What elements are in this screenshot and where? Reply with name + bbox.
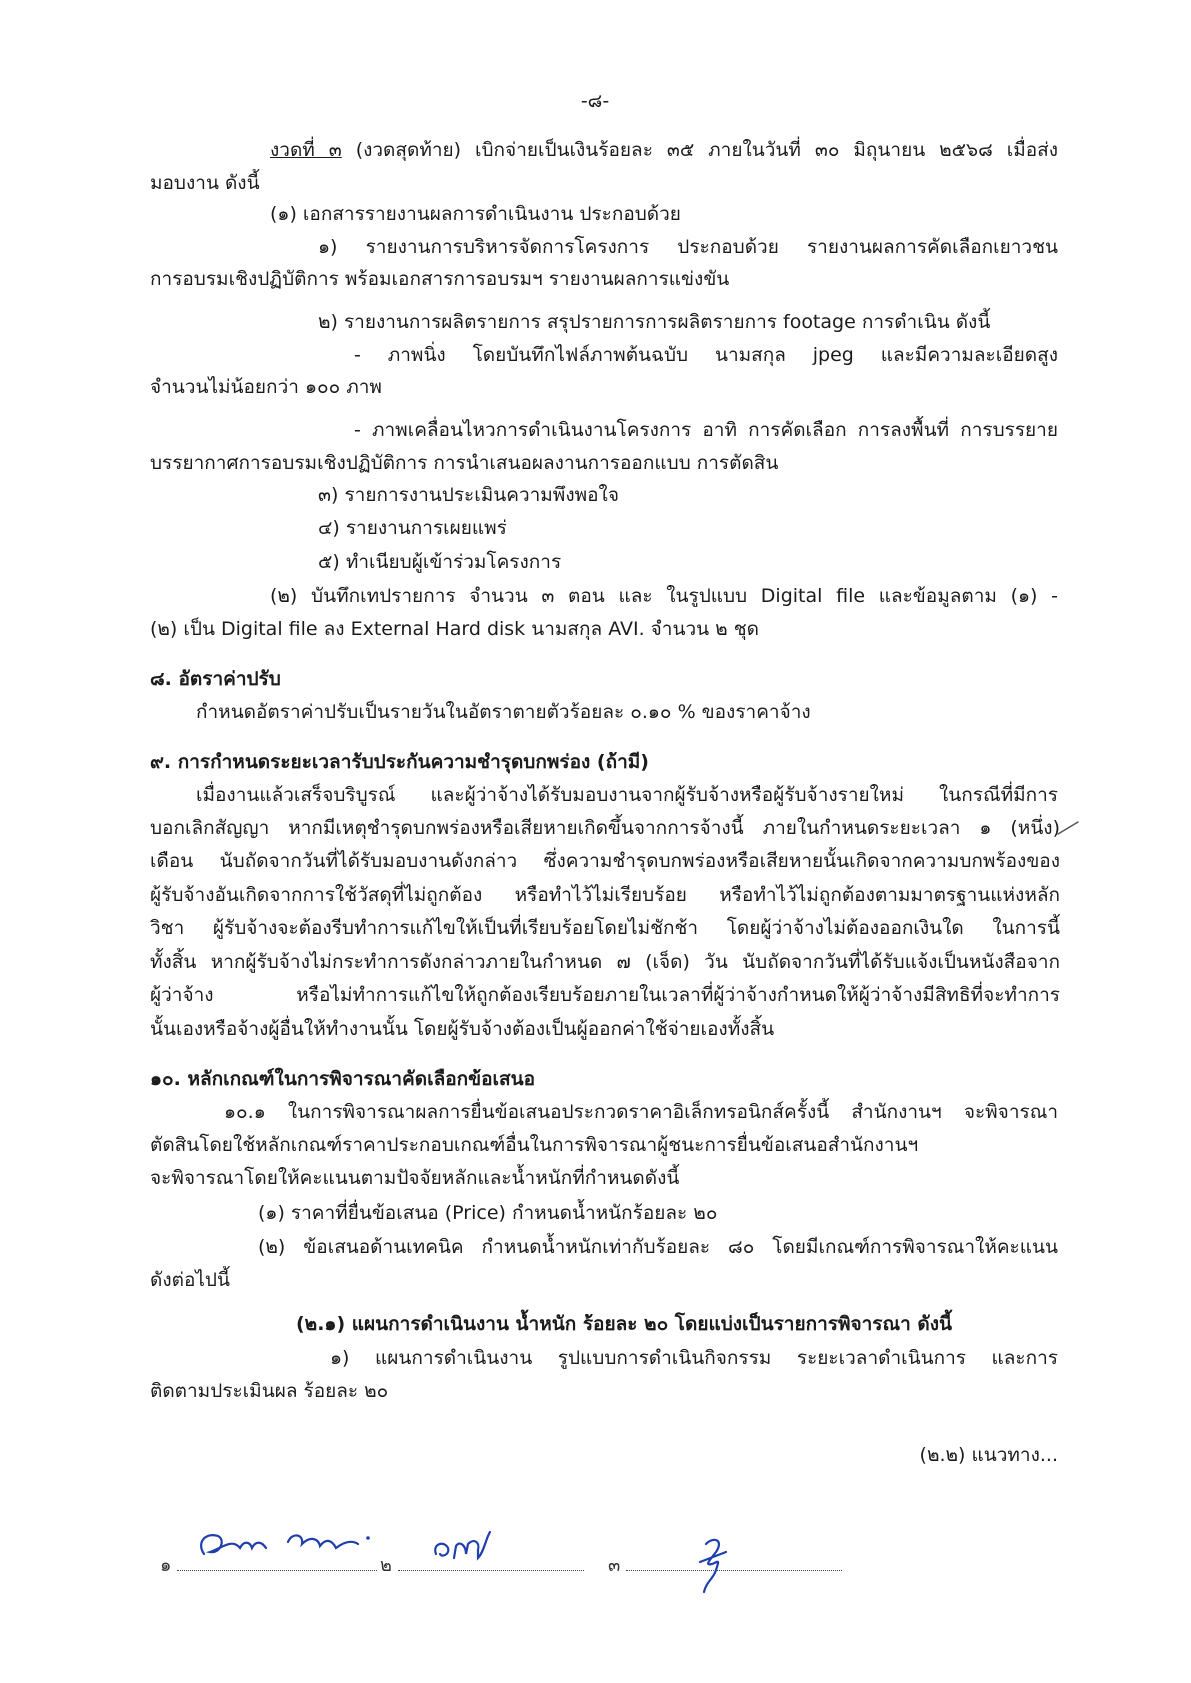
section-9-line: นั้นเองหรือจ้างผู้อื่นให้ทำงานนั้น โดยผู้รับจ้างต้องเป็นผู้ออกค่าใช้จ่ายเองทั้งสิ้น [150,1018,775,1040]
section-9-line: ผู้รับจ้างอันเกิดจากการใช้วัสดุที่ไม่ถูกต้อง หรือทำไว้ไม่เรียบร้อย หรือทำไว้ไม่ถูกต้องตามมาตรฐานแห่งหลัก [150,884,1060,906]
subsection-2-1-item-line-2: ติดตามประเมินผล ร้อยละ ๒๐ [150,1380,389,1402]
signature-stroke [201,1535,358,1554]
still-image-line-1: - ภาพนิ่ง โดยบันทึกไฟล์ภาพต้นฉบับ นามสกุล jpeg และมีความละเอียดสูง [354,344,1058,366]
criterion-2-line-2: ดังต่อไปนี้ [150,1269,230,1291]
section-10-p1-line: ๑๐.๑ ในการพิจารณาผลการยื่นข้อเสนอประกวดราคาอิเล็กทรอนิกส์ครั้งนี้ สำนักงานฯ จะพิจารณา [224,1101,1058,1123]
criterion-2-line-1: (๒) ข้อเสนอด้านเทคนิค กำหนดน้ำหนักเท่ากับร้อยละ ๘๐ โดยมีเกณฑ์การพิจารณาให้คะแนน [258,1236,1058,1258]
item-2-line-2: (๒) เป็น Digital file ลง External Hard disk นามสกุล AVI. จำนวน ๒ ชุด [150,618,759,640]
section-9-line: ทั้งสิ้น หากผู้รับจ้างไม่กระทำการดังกล่าวภายในกำหนด ๗ (เจ็ด) วัน นับถัดจากวันที่ได้รับแจ้งเป็นหนังสือจาก [150,951,1060,973]
section-8-body: กำหนดอัตราค่าปรับเป็นรายวันในอัตราตายตัวร้อยละ ๐.๑๐ % ของราคาจ้าง [196,701,811,723]
section-8-title: ๘. อัตราค่าปรับ [150,668,281,690]
pen-mark-stroke [1058,822,1078,834]
subsection-2-1-item-line-1: ๑) แผนการดำเนินงาน รูปแบบการดำเนินกิจกรรม ระยะเวลาดำเนินการ และการ [330,1347,1058,1369]
section-9-line: บอกเลิกสัญญา หากมีเหตุชำรุดบกพร่องหรือเสียหายเกิดขึ้นจากการจ้างนี้ ภายในกำหนดระยะเวลา ๑ (หนึ่ง) [150,817,1060,839]
signature-number-3: ๓ [608,1555,621,1576]
handwritten-signature-1 [192,1518,392,1568]
signature-number-1: ๑ [160,1555,172,1576]
installment-line-2: มอบงาน ดังนี้ [150,172,260,194]
installment-line-1 [270,137,1058,163]
installment-label: งวดที่ ๓ [270,139,342,161]
item-1: (๑) เอกสารรายงานผลการดำเนินงาน ประกอบด้วย [270,203,681,225]
signature-number-2: ๒ [380,1555,392,1576]
criterion-1: (๑) ราคาที่ยื่นข้อเสนอ (Price) กำหนดน้ำหนักร้อยละ ๒๐ [258,1202,718,1224]
section-9-line: เมื่องานแล้วเสร็จบริบูรณ์ และผู้ว่าจ้างได้รับมอบงานจากผู้รับจ้างหรือผู้รับจ้างรายใหม่ ในกรณีที่มีการ [196,784,1058,806]
section-10-p1-line: ตัดสินโดยใช้หลักเกณฑ์ราคาประกอบเกณฑ์อื่นในการพิจารณาผู้ชนะการยื่นข้อเสนอสำนักงานฯ [150,1134,919,1156]
section-9-line: วิชา ผู้รับจ้างจะต้องรีบทำการแก้ไขให้เป็นที่เรียบร้อยโดยไม่ชักช้า โดยผู้ว่าจ้างไม่ต้องออกเงินใด ในการนี้ [150,917,1060,939]
section-10-p1-line: จะพิจารณาโดยให้คะแนนตามปัจจัยหลักและน้ำหนักที่กำหนดดังนี้ [150,1167,680,1189]
item-1-2: ๒) รายงานการผลิตรายการ สรุปรายการการผลิตรายการ footage การดำเนิน ดังนี้ [318,311,991,333]
handwritten-signature-3 [692,1530,752,1600]
signature-stroke [700,1540,726,1592]
item-1-1-line-2: การอบรมเชิงปฏิบัติการ พร้อมเอกสารการอบรมฯ รายงานผลการแข่งขัน [150,268,730,290]
continuation-note: (๒.๒) แนวทาง... [919,1444,1058,1466]
motion-line-2: บรรยากาศการอบรมเชิงปฏิบัติการ การนำเสนอผลงานการออกแบบ การตัดสิน [150,452,779,474]
section-9-line: ผู้ว่าจ้าง หรือไม่ทำการแก้ไขให้ถูกต้องเรียบร้อยภายในเวลาที่ผู้ว่าจ้างกำหนดให้ผู้ว่าจ้างมีสิทธิที่จะทำการ [150,984,1060,1006]
signature-dot [366,1536,370,1540]
page-number: -๘- [580,90,610,112]
item-1-3: ๓) รายการงานประเมินความพึงพอใจ [318,484,619,506]
handwritten-signature-2 [428,1524,518,1574]
item-1-1-line-1: ๑) รายงานการบริหารจัดการโครงการ ประกอบด้วย รายงานผลการคัดเลือกเยาวชน [318,236,1058,258]
item-1-4: ๔) รายงานการเผยแพร่ [318,517,507,539]
subsection-2-1-title: (๒.๑) แผนการดำเนินงาน น้ำหนัก ร้อยละ ๒๐ โดยแบ่งเป็นรายการพิจารณา ดังนี้ [296,1313,953,1335]
section-9-line: เดือน นับถัดจากวันที่ได้รับมอบงานดังกล่าว ซึ่งความชำรุดบกพร่องหรือเสียหายนั้นเกิดจากความบกพร้องของ [150,850,1060,872]
installment-line-1-text: (งวดสุดท้าย) เบิกจ่ายเป็นเงินร้อยละ ๓๕ ภายในวันที่ ๓๐ มิถุนายน ๒๕๖๘ เมื่อส่ง [341,139,1058,161]
item-2-line-1: (๒) บันทึกเทปรายการ จำนวน ๓ ตอน และ ในรูปแบบ Digital file และข้อมูลตาม (๑) - [270,585,1058,607]
signature-stroke [435,1532,490,1558]
section-10-title: ๑๐. หลักเกณฑ์ในการพิจารณาคัดเลือกข้อเสนอ [150,1068,536,1090]
section-9-title: ๙. การกำหนดระยะเวลารับประกันความชำรุดบกพร่อง (ถ้ามี) [150,751,649,773]
pen-mark [1056,818,1086,838]
motion-line-1: - ภาพเคลื่อนไหวการดำเนินงานโครงการ อาทิ การคัดเลือก การลงพื้นที่ การบรรยาย [354,419,1058,441]
still-image-line-2: จำนวนไม่น้อยกว่า ๑๐๐ ภาพ [150,376,382,398]
item-1-5: ๕) ทำเนียบผู้เข้าร่วมโครงการ [318,551,562,573]
